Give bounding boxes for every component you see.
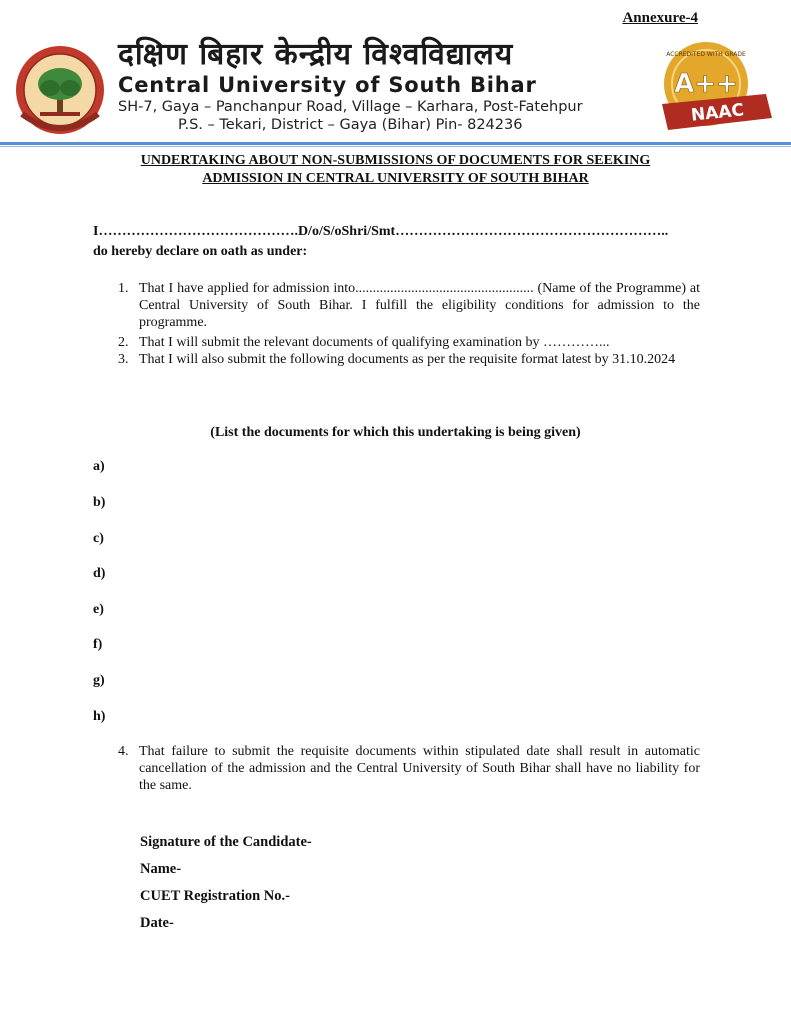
document-list-title: (List the documents for which this undertaking is being given) (210, 425, 581, 440)
document-letter: f) (93, 637, 103, 652)
document-letter: c) (93, 531, 104, 546)
header-rule (0, 142, 791, 145)
list-item (118, 351, 700, 368)
university-heading (118, 38, 638, 134)
declaration-name-line: I…………………………………….D/o/S/oShri/Smt………………………………………………….. (93, 224, 669, 239)
document-letter: h) (93, 709, 106, 724)
item-text: That failure to submit the requisite documents within stipulated date shall result in automatic cancellation of the admission and the Central University of South Bihar shall have no liability for the same. (139, 744, 700, 793)
naac-ribbon-text: ACCREDITED WITH GRADE (666, 51, 746, 58)
cuet-registration-label: CUET Registration No.- (140, 888, 290, 904)
document-title (0, 152, 791, 188)
item-number: 4. (118, 744, 129, 759)
address-line-1: SH-7, Gaya – Panchanpur Road, Village – Karhara, Post-Fatehpur (118, 99, 583, 115)
annexure-label: Annexure-4 (622, 10, 698, 26)
hindi-name: दक्षिण बिहार केन्द्रीय विश्वविद्यालय (118, 37, 514, 72)
name-label: Name- (140, 861, 182, 877)
title-line-1: UNDERTAKING ABOUT NON-SUBMISSIONS OF DOCUMENTS FOR SEEKING (140, 153, 651, 168)
title-line-2: ADMISSION IN CENTRAL UNIVERSITY OF SOUTH BIHAR (202, 171, 589, 186)
naac-label: NAAC (690, 100, 745, 126)
item-text: That I will submit the relevant documents of qualifying examination by …………... (139, 335, 610, 350)
signature-label: Signature of the Candidate- (140, 834, 312, 850)
document-letter: e) (93, 602, 104, 617)
list-item (118, 743, 700, 794)
naac-badge (648, 38, 774, 138)
document-letter: d) (93, 566, 106, 581)
document-letter: b) (93, 495, 106, 510)
english-name: Central University of South Bihar (118, 73, 537, 97)
item-text: That I will also submit the following documents as per the requisite format latest by 31.10.2024 (139, 352, 676, 367)
university-logo (14, 44, 106, 136)
item-number: 3. (118, 352, 129, 367)
document-letter: g) (93, 673, 105, 688)
item-number: 2. (118, 335, 129, 350)
declaration-oath-line: do hereby declare on oath as under: (93, 244, 308, 259)
list-item (118, 334, 700, 351)
item-text: That I have applied for admission into................................................... (Name of the Programme) at Central University of South Bihar. I fulfill the eligibility conditions for admission to the programme. (139, 281, 700, 330)
header-rule-thin (0, 146, 791, 147)
letterhead (14, 38, 774, 138)
document-letter: a) (93, 459, 105, 474)
item-number: 1. (118, 281, 129, 296)
date-label: Date- (140, 915, 174, 931)
address-line-2: P.S. – Tekari, District – Gaya (Bihar) Pin- 824236 (178, 117, 523, 133)
naac-grade: A++ (674, 69, 738, 99)
list-item (118, 280, 700, 331)
